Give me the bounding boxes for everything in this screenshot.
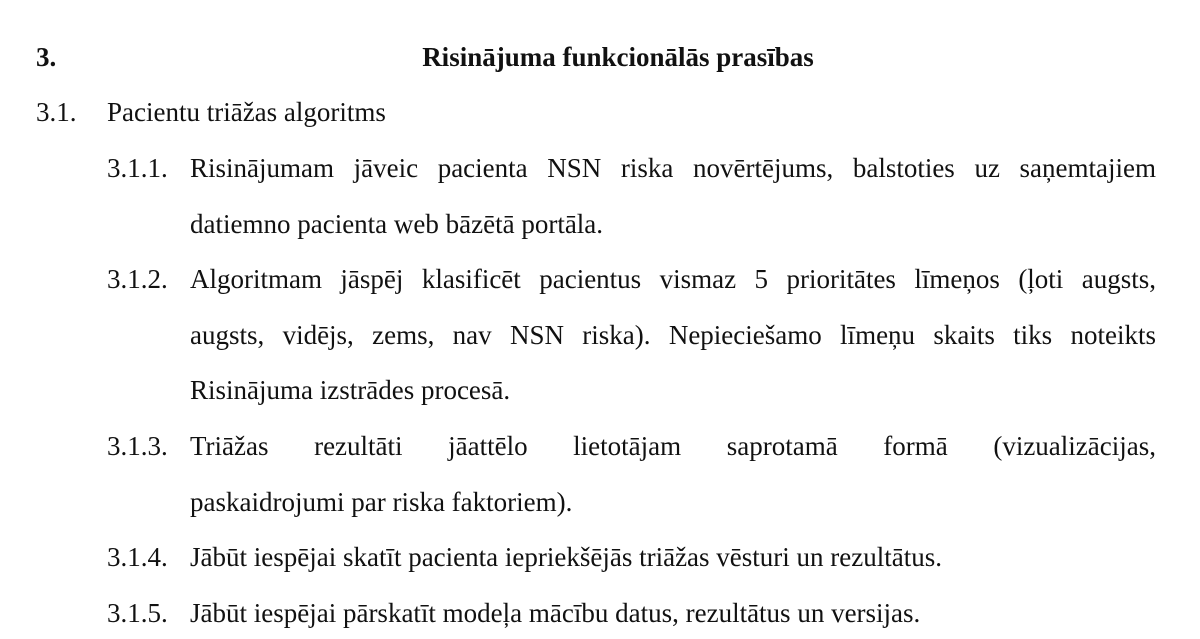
requirement-text-line: Jābūt iespējai skatīt pacienta iepriekšējās triāžas vēsturi un rezultātus.	[190, 542, 942, 572]
requirement-text-line: Risinājuma izstrādes procesā.	[190, 375, 511, 405]
requirement-number: 3.1.3.	[107, 431, 168, 461]
section-title: Risinājuma funkcionālās prasības	[422, 42, 814, 72]
requirement-number: 3.1.1.	[107, 153, 168, 183]
requirement-number: 3.1.2.	[107, 264, 168, 294]
subsection-number: 3.1.	[36, 97, 77, 127]
requirement-text-line: Triāžas rezultāti jāattēlo lietotājam saprotamā formā (vizualizācijas,	[190, 431, 1156, 461]
requirement-text-line: paskaidrojumi par riska faktoriem).	[190, 487, 573, 517]
subsection-title: Pacientu triāžas algoritms	[107, 97, 386, 127]
section-number: 3.	[36, 42, 57, 72]
requirement-text-line: Risinājumam jāveic pacienta NSN riska novērtējums, balstoties uz saņemtajiem	[190, 153, 1156, 183]
requirement-text-line: Algoritmam jāspēj klasificēt pacientus vismaz 5 prioritātes līmeņos (ļoti augsts,	[190, 264, 1156, 294]
requirement-text-line: datiemno pacienta web bāzētā portāla.	[190, 209, 604, 239]
requirement-number: 3.1.4.	[107, 542, 168, 572]
requirement-number: 3.1.5.	[107, 598, 168, 628]
requirement-text-line: augsts, vidējs, zems, nav NSN riska). Nepieciešamo līmeņu skaits tiks noteikts	[190, 320, 1156, 350]
requirement-text-line: Jābūt iespējai pārskatīt modeļa mācību datus, rezultātus un versijas.	[190, 598, 921, 628]
